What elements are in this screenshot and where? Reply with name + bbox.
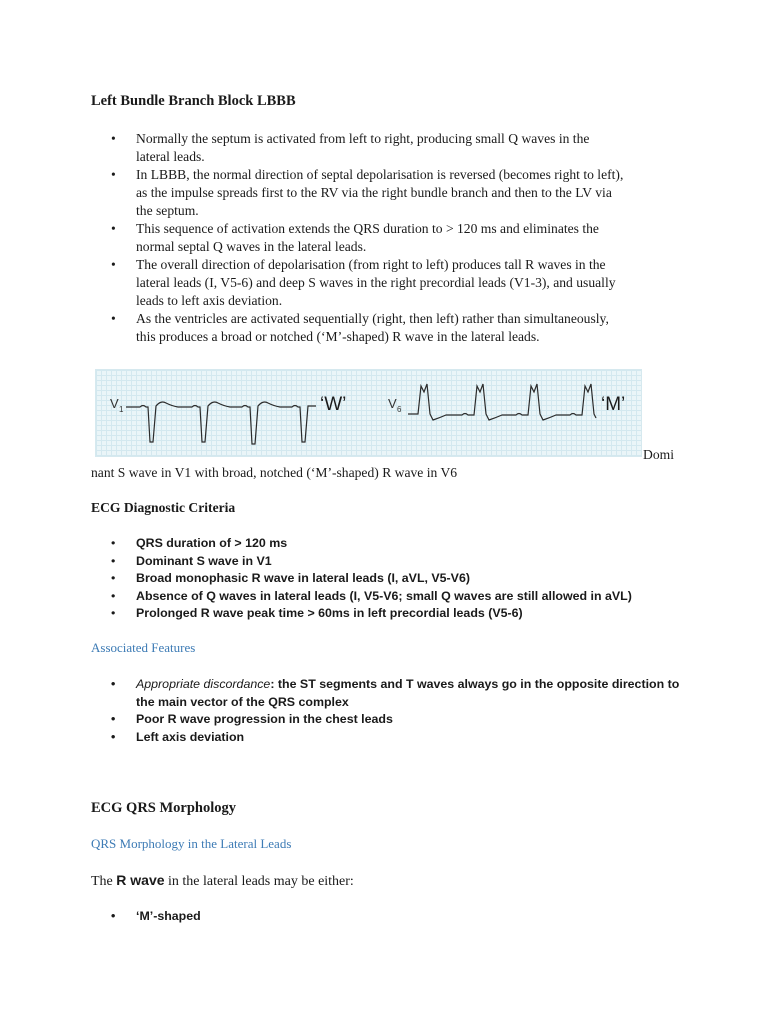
lead-v6-subscript: 6 bbox=[397, 405, 402, 414]
list-item: • QRS duration of > 120 ms bbox=[91, 535, 691, 553]
caption-part-2: nant S wave in V1 with broad, notched (‘M’-shaped) R wave in V6 bbox=[91, 465, 458, 480]
r-wave-sentence: The R wave in the lateral leads may be either: bbox=[91, 872, 354, 889]
list-item: • Broad monophasic R wave in lateral leads (I, aVL, V5-V6) bbox=[91, 570, 691, 588]
discordance-term: Appropriate discordance bbox=[136, 677, 271, 691]
list-item: • As the ventricles are activated sequentially (right, then left) rather than simultaneously, this produces a broad or notched (‘M’-shaped) R wave in the lateral leads. bbox=[91, 310, 691, 346]
v6-trace bbox=[408, 384, 596, 420]
page-title: Left Bundle Branch Block LBBB bbox=[91, 93, 296, 109]
list-item: • Dominant S wave in V1 bbox=[91, 553, 691, 571]
lateral-leads-subheading: QRS Morphology in the Lateral Leads bbox=[91, 836, 292, 851]
lead-v1-label: V bbox=[110, 396, 119, 411]
morphology-list bbox=[91, 908, 691, 926]
intro-bullet-list bbox=[91, 130, 691, 346]
list-item: • Normally the septum is activated from left to right, producing small Q waves in the lateral leads. bbox=[91, 130, 691, 166]
list-item: • Prolonged R wave peak time > 60ms in left precordial leads (V5-6) bbox=[91, 605, 691, 623]
v1-trace bbox=[126, 402, 316, 444]
caption-part-1: Domi bbox=[643, 447, 674, 462]
list-item: • In LBBB, the normal direction of septal depolarisation is reversed (becomes right to left), as the impulse spreads first to the RV via the right bundle branch and then to the LV via the septum. bbox=[91, 166, 691, 220]
list-item: • The overall direction of depolarisation (from right to left) produces tall R waves in the lateral leads (I, V5-6) and deep S waves in the right precordial leads (V1-3), and usually leads to left axis deviation. bbox=[91, 256, 691, 310]
qrs-morphology-heading: ECG QRS Morphology bbox=[91, 800, 237, 816]
ecg-strip-image bbox=[95, 369, 642, 457]
criteria-heading: ECG Diagnostic Criteria bbox=[91, 500, 236, 515]
lead-v1-subscript: 1 bbox=[119, 405, 124, 414]
ecg-tracing bbox=[96, 370, 641, 456]
associated-features-heading: Associated Features bbox=[91, 640, 196, 655]
m-shape-label: ‘M’ bbox=[601, 394, 626, 415]
list-item: • ‘M’-shaped bbox=[91, 908, 691, 926]
list-item: • Absence of Q waves in lateral leads (I, V5-V6; small Q waves are still allowed in aVL) bbox=[91, 588, 691, 606]
list-item: • Appropriate discordance: the ST segments and T waves always go in the opposite direction to the main vector of the QRS complex bbox=[91, 676, 711, 711]
list-item: • Poor R wave progression in the chest leads bbox=[91, 711, 711, 729]
list-item: • This sequence of activation extends the QRS duration to > 120 ms and eliminates the normal septal Q waves in the lateral leads. bbox=[91, 220, 691, 256]
lead-v6-label: V bbox=[388, 396, 397, 411]
list-item: • Left axis deviation bbox=[91, 729, 711, 747]
associated-features-list bbox=[91, 676, 711, 746]
w-shape-label: ‘W’ bbox=[320, 394, 347, 415]
criteria-list bbox=[91, 535, 691, 623]
